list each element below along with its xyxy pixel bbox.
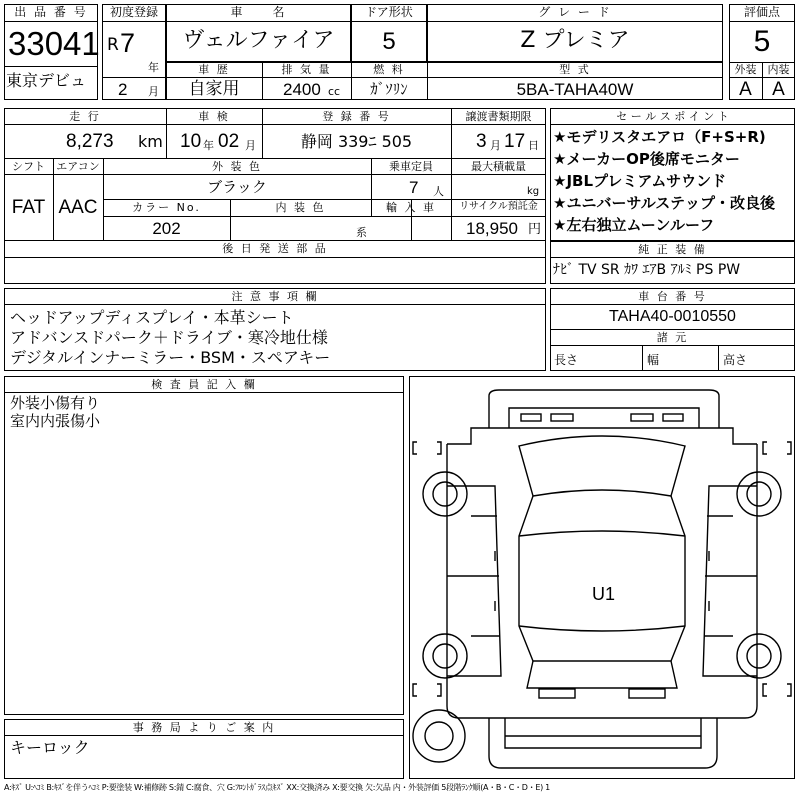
history-label: 車 歴 [198,63,230,76]
sales-point-item: ★ユニバーサルステップ・改良後 [553,194,775,212]
load-label: 最大積載量 [471,160,526,173]
registration-month: 2 [118,80,128,99]
capacity-unit: 人 [433,185,444,198]
notes-line: アドバンスドパーク＋ドライブ・寒冷地仕様 [10,328,328,347]
doc-day-unit: 日 [528,139,539,152]
inspection-label: 車 検 [198,110,230,123]
inspector-line: 外装小傷有り [10,394,101,412]
month-unit: 月 [148,85,159,98]
inspector-line: 室内内張傷小 [10,412,101,430]
interior-color-label: 内 装 色 [275,201,326,214]
model-label: 型 式 [559,63,591,76]
sales-point-item: ★モデリスタエアロ（F+S+R) [553,128,766,146]
doc-deadline-label: 譲渡書類期限 [465,110,532,123]
inspector-label: 検 査 員 記 入 欄 [151,378,257,391]
doc-month-unit: 月 [490,139,501,152]
ac-label: エアコン [56,160,100,173]
office-text: キーロック [10,738,90,757]
sales-point-item: ★メーカーOP後席モニター [553,150,740,168]
chassis-label: 車 台 番 号 [638,290,707,303]
interior-color-unit: 系 [356,226,367,239]
load-unit: kg [527,186,540,197]
notes-label: 注 意 事 項 欄 [231,290,319,303]
score: 5 [753,25,771,58]
inspection-year: 10 [180,131,202,152]
car-name: ヴェルファイア [182,28,335,53]
dimensions-label: 諸 元 [656,331,689,344]
exterior-grade-label: 外装 [734,63,757,76]
model-code: 5BA-TAHA40W [516,80,634,99]
first-registration-label: 初度登録 [109,5,158,19]
interior-grade-label: 内装 [767,63,790,76]
history: 自家用 [188,79,240,99]
inspection-year-unit: 年 [203,139,214,152]
exterior-grade: A [739,79,752,100]
door-count: 5 [382,28,396,55]
interior-grade: A [772,79,785,100]
shift: FAT [11,197,46,218]
registration-year: 7 [120,28,136,58]
equipment-items: ﾅﾋﾞ TV SR ｶﾜ ｴｱB ｱﾙﾐ PS PW [553,262,741,278]
lot-number: 33041 [8,25,100,62]
doc-month: 3 [476,131,487,152]
color-number-label: カラー No. [132,201,201,214]
sales-point-item: ★左右独立ムーンルーフ [553,216,715,234]
doc-day: 17 [504,131,526,152]
import-label: 輸 入 車 [386,201,436,214]
lot-number-label: 出 品 番 号 [14,5,88,19]
vehicle-diagram [409,376,795,779]
recycle-label: リサイクル預託金 [459,201,538,212]
car-name-label: 車 名 [230,5,287,19]
plate-number: 静岡 339ﾆ 505 [300,132,413,151]
grade-label: グ レ ー ド [538,5,612,19]
width-label: 幅 [647,353,660,367]
inspection-month-unit: 月 [245,139,256,152]
body-color: ブラック [207,178,267,196]
displacement-unit: cc [328,85,341,98]
mileage-label: 走 行 [69,110,101,123]
grade: Z プレミア [520,28,630,53]
sales-points-label: セ ー ル ス ポ イ ン ト [616,110,729,123]
door-label: ドア形状 [365,5,413,19]
fuel-label: 燃 料 [373,63,405,76]
length-label: 長さ [554,353,579,367]
later-parts-label: 後 日 発 送 部 品 [222,242,328,255]
legend: A:ｷｽﾞ U:ﾍｺﾐ B:ｷｽﾞを伴うﾍｺﾐ P:要塗装 W:補修跡 S:錆 C:腐食、穴 G:ﾌﾛﾝﾄｶﾞﾗｽ点ｷｽﾞ XX:交換済み X:要交換 欠:欠品 内・外装評価 5段階ﾗﾝｸ順(A・B・C・D・E) 1 [4,783,550,792]
chassis-number: TAHA40-0010550 [609,308,736,325]
plate-label: 登 録 番 号 [322,110,391,123]
color-number: 202 [152,219,181,238]
notes-line: デジタルインナーミラー・BSM・スペアキー [10,348,331,367]
ac: AAC [58,197,98,218]
debut-label: 東京デビュ [6,71,87,90]
equipment-label: 純 正 装 備 [638,243,707,256]
sales-point-item: ★JBLプレミアムサウンド [553,172,727,190]
displacement-label: 排 気 量 [281,63,332,76]
mileage: 8,273 [66,131,114,152]
recycle-unit: 円 [528,222,542,237]
notes-line: ヘッドアップディスプレイ・本革シート [10,308,294,327]
office-label: 事 務 局 よ り ご 案 内 [132,721,276,734]
damage-mark: U1 [592,584,616,604]
capacity-label: 乗車定員 [389,160,433,173]
era-label: R [107,35,119,55]
score-label: 評価点 [743,5,780,19]
capacity: 7 [409,178,419,197]
displacement: 2400 [283,80,321,99]
color-label: 外 装 色 [212,160,262,173]
mileage-unit: km [138,132,163,151]
fuel: ｶﾞｿﾘﾝ [370,80,408,98]
inspection-month: 02 [218,131,240,152]
year-unit: 年 [148,61,159,74]
shift-label: シフト [12,160,45,173]
recycle-fee: 18,950 [466,219,518,238]
height-label: 高さ [723,353,748,367]
